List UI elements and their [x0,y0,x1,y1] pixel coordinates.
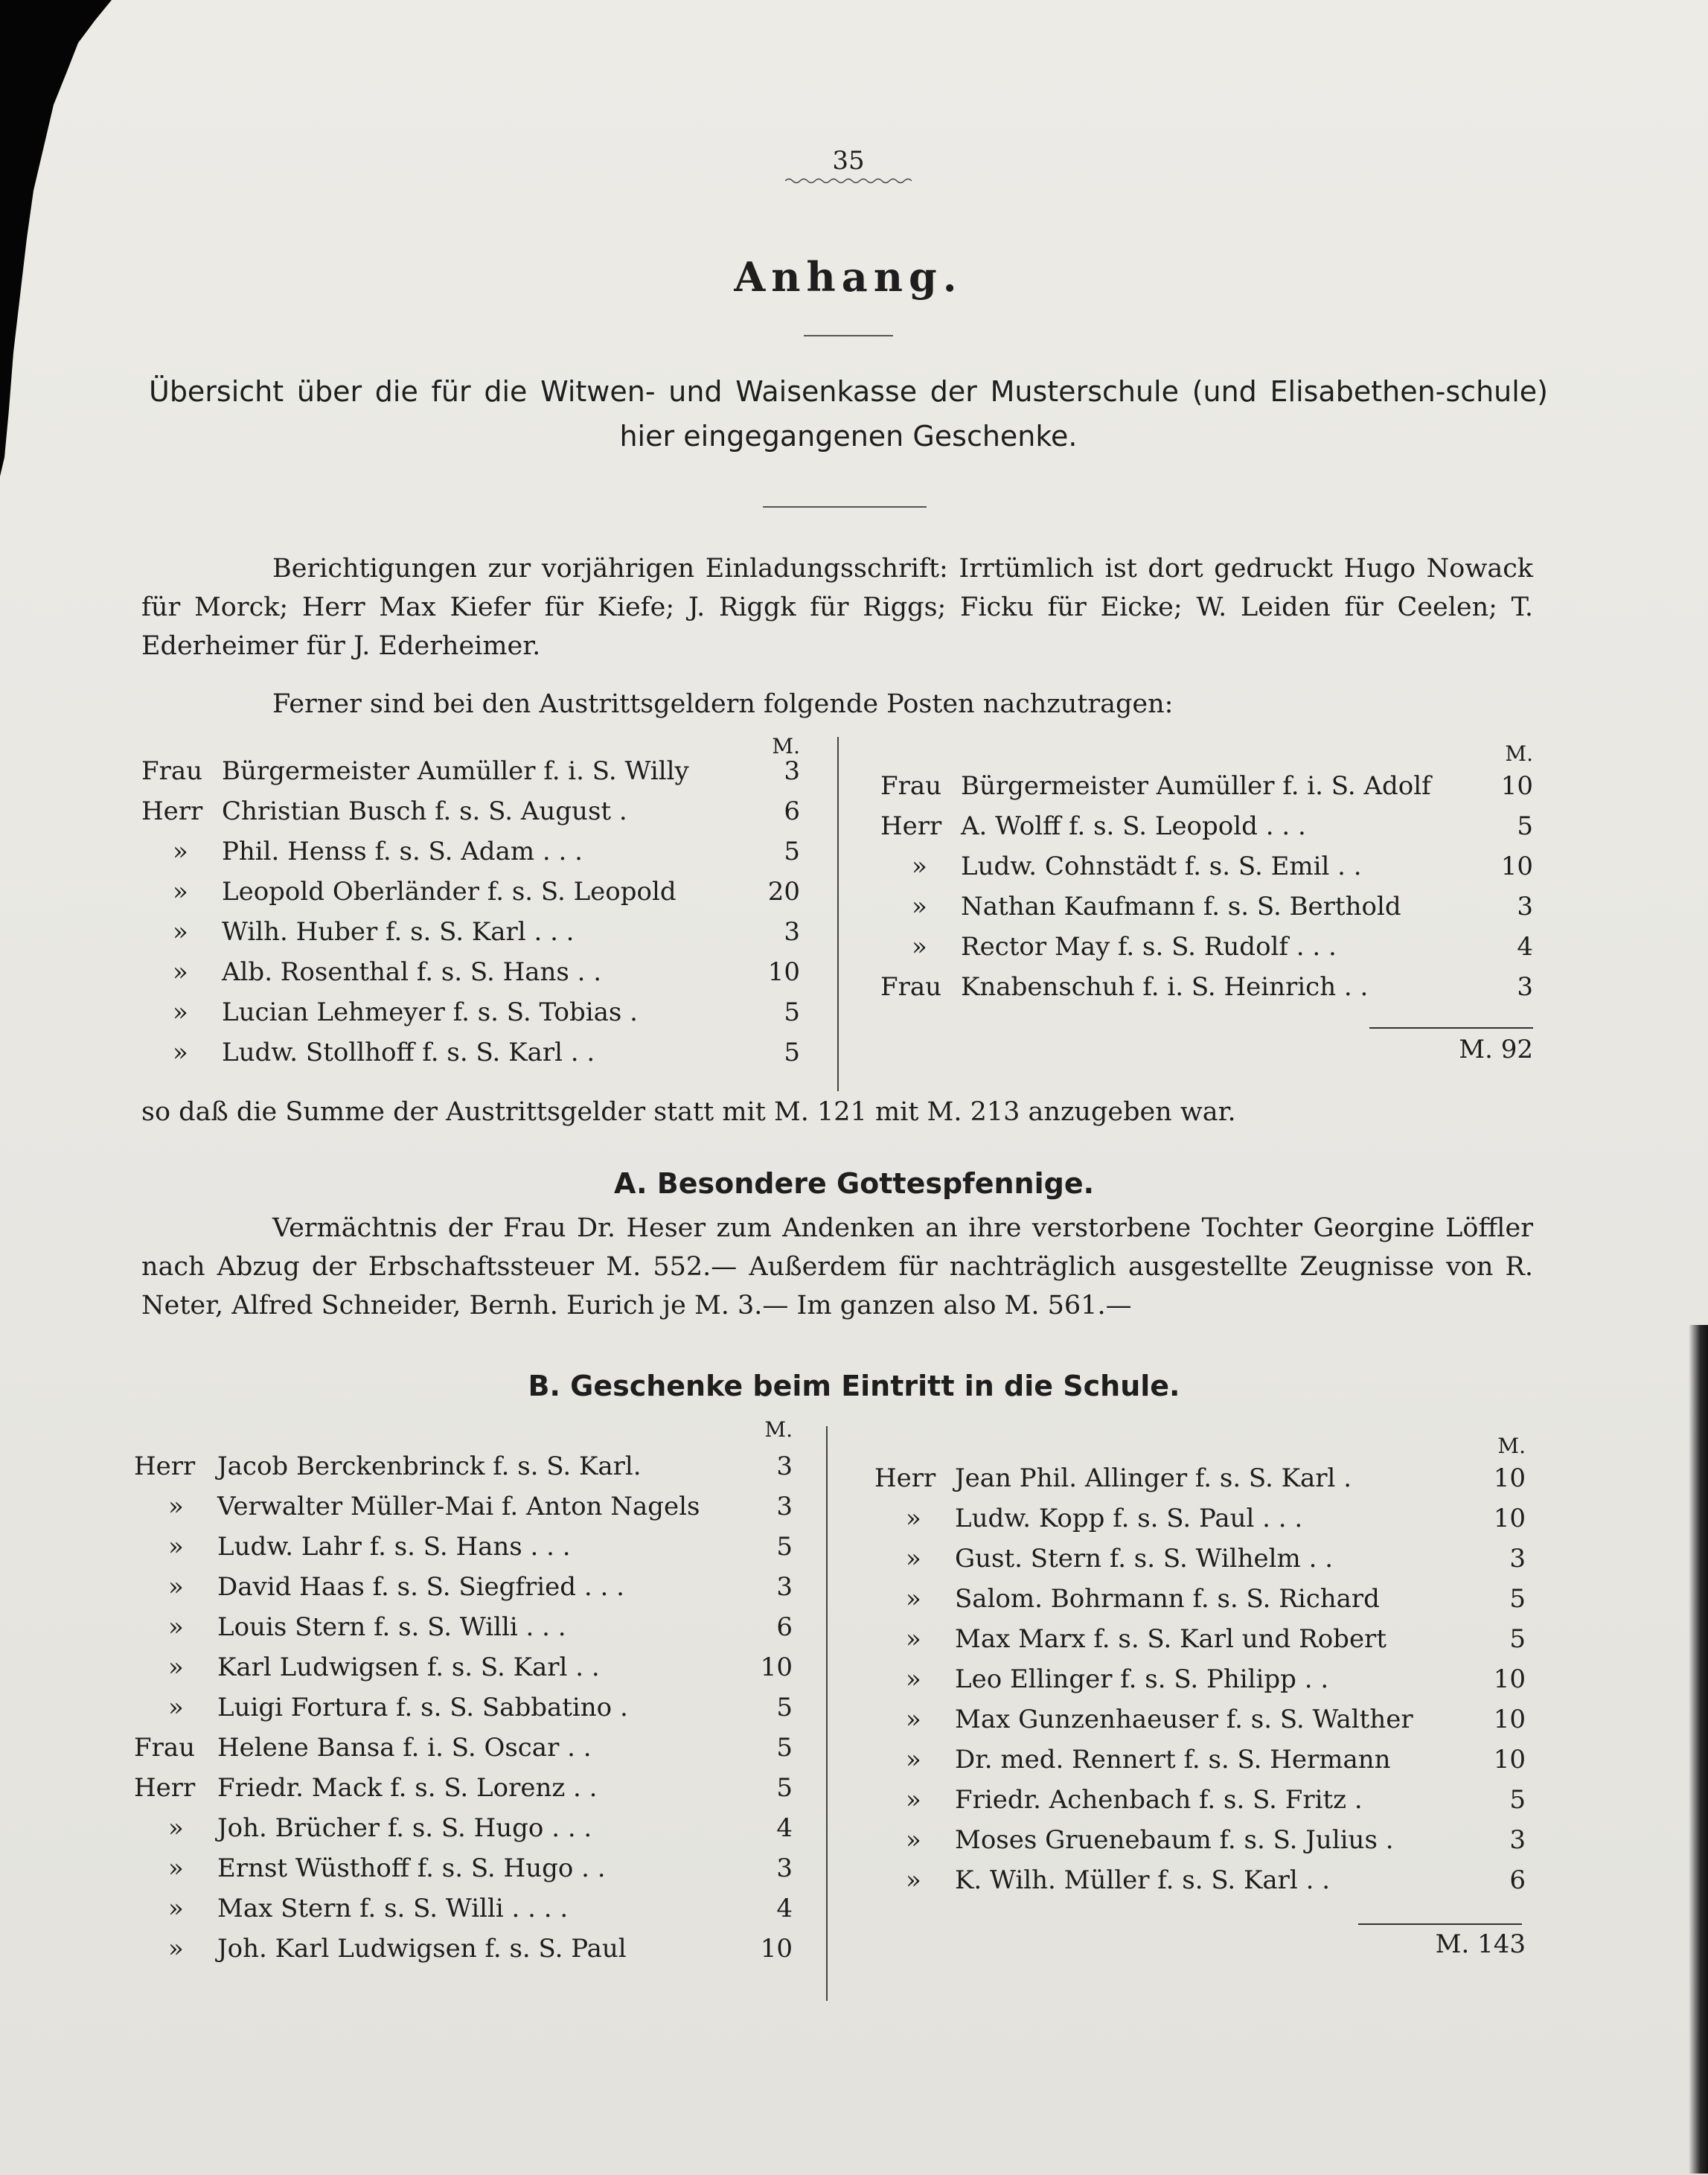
row-prefix: » [168,1693,184,1722]
table-row [874,1463,1526,1504]
row-prefix: » [906,1664,921,1694]
row-amount: 3 [784,756,800,786]
row-amount: 5 [1517,811,1533,841]
table-row [134,1853,793,1894]
row-amount: 6 [776,1612,793,1642]
unit-label: M. [764,1417,793,1442]
row-name: Leo Ellinger f. s. S. Philipp . . [955,1664,1329,1694]
row-prefix: » [906,1624,921,1654]
corrections-paragraph [141,549,1533,665]
row-prefix: Frau [880,771,942,801]
table-row [874,1705,1526,1745]
row-amount: 3 [776,1492,793,1521]
row-name: Rector May f. s. S. Rudolf . . . [961,932,1337,962]
row-name: A. Wolff f. s. S. Leopold . . . [961,811,1306,841]
row-amount: 5 [784,997,800,1027]
column-divider [826,1426,828,2001]
section-a-text [141,1209,1533,1325]
row-amount: 5 [1509,1624,1526,1654]
row-amount: 5 [776,1693,793,1722]
column-divider [837,737,839,1091]
subtitle-divider [763,506,927,508]
row-name: Friedr. Mack f. s. S. Lorenz . . [217,1773,598,1803]
page-number: 35 [832,146,865,176]
table-row [141,917,800,957]
title-divider [804,335,893,336]
row-amount: 5 [1509,1785,1526,1815]
row-prefix: Frau [141,756,203,786]
table-row [141,796,800,837]
row-name: Ludw. Lahr f. s. S. Hans . . . [217,1532,571,1562]
table-row [874,1624,1526,1664]
sum-rule [1358,1923,1522,1925]
row-amount: 10 [760,1934,793,1964]
row-amount: 10 [767,957,800,987]
row-name: Max Marx f. s. S. Karl und Robert [955,1624,1386,1654]
row-name: Bürgermeister Aumüller f. i. S. Adolf [961,771,1431,801]
row-amount: 5 [776,1733,793,1763]
table-row [134,1934,793,1974]
row-amount: 3 [1517,972,1533,1002]
row-amount: 10 [1493,1504,1526,1533]
row-name: Knabenschuh f. i. S. Heinrich . . [961,972,1369,1002]
row-name: Bürgermeister Aumüller f. i. S. Willy [222,756,689,786]
table-row [874,1584,1526,1624]
row-prefix: Herr [134,1773,196,1803]
table-row [134,1612,793,1652]
row-name: Christian Busch f. s. S. August . [222,796,627,826]
row-name: Karl Ludwigsen f. s. S. Karl . . [217,1652,600,1682]
row-amount: 3 [784,917,800,947]
unit-label: M. [1497,1434,1526,1458]
row-prefix: » [173,1038,188,1067]
row-amount: 4 [776,1894,793,1923]
table-row [880,852,1533,892]
row-amount: 3 [1509,1544,1526,1574]
table-row [141,837,800,877]
row-name: Ludw. Kopp f. s. S. Paul . . . [955,1504,1303,1533]
table-row [874,1544,1526,1584]
row-name: Wilh. Huber f. s. S. Karl . . . [222,917,575,947]
row-prefix: » [173,877,188,907]
row-name: Helene Bansa f. i. S. Oscar . . [217,1733,592,1763]
row-amount: 10 [1493,1705,1526,1734]
table-row [880,932,1533,972]
row-prefix: » [168,1492,184,1521]
row-amount: 20 [767,877,800,907]
row-name: Luigi Fortura f. s. S. Sabbatino . [217,1693,628,1722]
table-row [880,892,1533,932]
corrections-table-left [141,734,800,1078]
row-name: K. Wilh. Müller f. s. S. Karl . . [955,1865,1331,1895]
table-row [134,1894,793,1934]
row-prefix: » [912,932,927,962]
row-prefix: » [906,1865,921,1895]
table-row [134,1693,793,1733]
row-name: Gust. Stern f. s. S. Wilhelm . . [955,1544,1334,1574]
row-name: Nathan Kaufmann f. s. S. Berthold [961,892,1401,922]
table-row [874,1745,1526,1785]
row-prefix: Herr [141,796,203,826]
row-prefix: » [168,1934,184,1964]
row-name: Jacob Berckenbrinck f. s. S. Karl. [217,1451,642,1481]
row-amount: 5 [784,837,800,866]
corrections-total: M. 92 [1459,1035,1533,1064]
table-row [874,1785,1526,1825]
row-prefix: » [912,892,927,922]
table-row [134,1492,793,1532]
row-prefix: » [168,1813,184,1843]
row-amount: 3 [776,1451,793,1481]
row-prefix: » [906,1705,921,1734]
row-name: Joh. Brücher f. s. S. Hugo . . . [217,1813,592,1843]
corrections-intro [141,685,1533,724]
table-row [141,1038,800,1078]
sum-rule [1369,1027,1533,1029]
row-name: Louis Stern f. s. S. Willi . . . [217,1612,566,1642]
row-prefix: Herr [880,811,942,841]
corrections-summary: so daß die Summe der Austrittsgelder statt mit M. 121 mit M. 213 anzugeben war. [141,1097,1236,1127]
section-a-body: Vermächtnis der Frau Dr. Heser zum Andenken an ihre verstorbene Tochter Georgine Löffler nach Abzug der Erbschaftssteuer M. 552.— Außerdem für nachträglich ausgestellte Zeugnisse von R. Neter, Alfred Schneider, Bernh. Eurich je M. 3.— Im ganzen also M. 561.— [141,1213,1533,1320]
row-prefix: » [173,837,188,866]
table-row [880,771,1533,811]
row-prefix: » [168,1652,184,1682]
row-prefix: » [173,957,188,987]
row-name: Verwalter Müller-Mai f. Anton Nagels [217,1492,700,1521]
row-amount: 10 [1500,852,1533,881]
row-prefix: » [906,1785,921,1815]
row-name: Max Stern f. s. S. Willi . . . . [217,1894,569,1923]
row-prefix: Herr [874,1463,936,1493]
corrections-table-right [880,741,1533,1012]
row-name: Ludw. Stollhoff f. s. S. Karl . . [222,1038,595,1067]
table-row [874,1664,1526,1705]
row-amount: 6 [1509,1865,1526,1895]
row-prefix: » [906,1544,921,1574]
row-amount: 4 [1517,932,1533,962]
row-name: Salom. Bohrmann f. s. S. Richard [955,1584,1380,1614]
page-subtitle: Übersicht über die für die Witwen- und Waisenkasse der Musterschule (und Elisabethen-schule) hier eingegangenen Geschenke. [149,375,1548,453]
row-prefix: » [173,917,188,947]
row-name: Dr. med. Rennert f. s. S. Hermann [955,1745,1391,1775]
row-amount: 3 [1509,1825,1526,1855]
row-amount: 5 [776,1773,793,1803]
table-row [134,1652,793,1693]
row-amount: 5 [776,1532,793,1562]
row-amount: 4 [776,1813,793,1843]
table-row [134,1773,793,1813]
row-prefix: » [168,1532,184,1562]
page-title: Anhang. [734,253,963,301]
table-row [141,756,800,796]
row-name: Jean Phil. Allinger f. s. S. Karl . [955,1463,1352,1493]
table-row [141,877,800,917]
table-row [880,811,1533,852]
row-name: Ludw. Cohnstädt f. s. S. Emil . . [961,852,1362,881]
table-row [141,957,800,997]
section-a-heading: A. Besondere Gottespfennige. [613,1167,1095,1200]
row-prefix: » [906,1745,921,1775]
row-prefix: » [173,997,188,1027]
row-name: Ernst Wüsthoff f. s. S. Hugo . . [217,1853,606,1883]
row-amount: 6 [784,796,800,826]
section-b-heading: B. Geschenke beim Eintritt in die Schule. [528,1370,1180,1402]
row-prefix: » [168,1853,184,1883]
row-name: Leopold Oberländer f. s. S. Leopold [222,877,677,907]
table-row [874,1825,1526,1865]
table-row [134,1733,793,1773]
gifts-table-left [134,1417,793,1974]
row-name: Joh. Karl Ludwigsen f. s. S. Paul [217,1934,627,1964]
row-prefix: » [168,1894,184,1923]
row-name: Phil. Henss f. s. S. Adam . . . [222,837,583,866]
gifts-total: M. 143 [1435,1929,1526,1959]
row-amount: 10 [1493,1664,1526,1694]
table-row [134,1532,793,1572]
table-row [134,1451,793,1492]
table-row [880,972,1533,1012]
row-prefix: » [912,852,927,881]
row-prefix: » [906,1504,921,1533]
table-row [134,1572,793,1612]
corrections-text: Berichtigungen zur vorjährigen Einladungsschrift: Irrtümlich ist dort gedruckt Hugo Nowack für Morck; Herr Max Kiefer für Kiefe; J. Riggk für Riggs; Ficku für Eicke; W. Leiden für Ceelen; T. Ederheimer für J. Ederheimer. [141,554,1533,661]
row-amount: 10 [1493,1745,1526,1775]
table-row [874,1865,1526,1906]
table-row [134,1813,793,1853]
row-amount: 10 [1493,1463,1526,1493]
row-name: Friedr. Achenbach f. s. S. Fritz . [955,1785,1363,1815]
row-amount: 10 [760,1652,793,1682]
row-name: Alb. Rosenthal f. s. S. Hans . . [222,957,602,987]
unit-label: M. [772,734,800,758]
row-prefix: Herr [134,1451,196,1481]
row-name: David Haas f. s. S. Siegfried . . . [217,1572,624,1602]
table-row [141,997,800,1038]
row-prefix: Frau [880,972,942,1002]
row-amount: 5 [784,1038,800,1067]
row-amount: 3 [776,1853,793,1883]
row-amount: 10 [1500,771,1533,801]
table-row [874,1504,1526,1544]
row-prefix: » [168,1612,184,1642]
row-prefix: » [906,1584,921,1614]
row-amount: 5 [1509,1584,1526,1614]
row-amount: 3 [776,1572,793,1602]
row-prefix: » [906,1825,921,1855]
row-name: Moses Gruenebaum f. s. S. Julius . [955,1825,1394,1855]
gifts-table-right [874,1434,1526,1906]
ornament-wave [785,177,912,185]
row-name: Lucian Lehmeyer f. s. S. Tobias . [222,997,638,1027]
row-prefix: Frau [134,1733,196,1763]
corrections-intro-text: Ferner sind bei den Austrittsgeldern folgende Posten nachzutragen: [272,689,1174,719]
row-prefix: » [168,1572,184,1602]
row-amount: 3 [1517,892,1533,922]
unit-label: M. [1505,741,1533,766]
row-name: Max Gunzenhaeuser f. s. S. Walther [955,1705,1413,1734]
